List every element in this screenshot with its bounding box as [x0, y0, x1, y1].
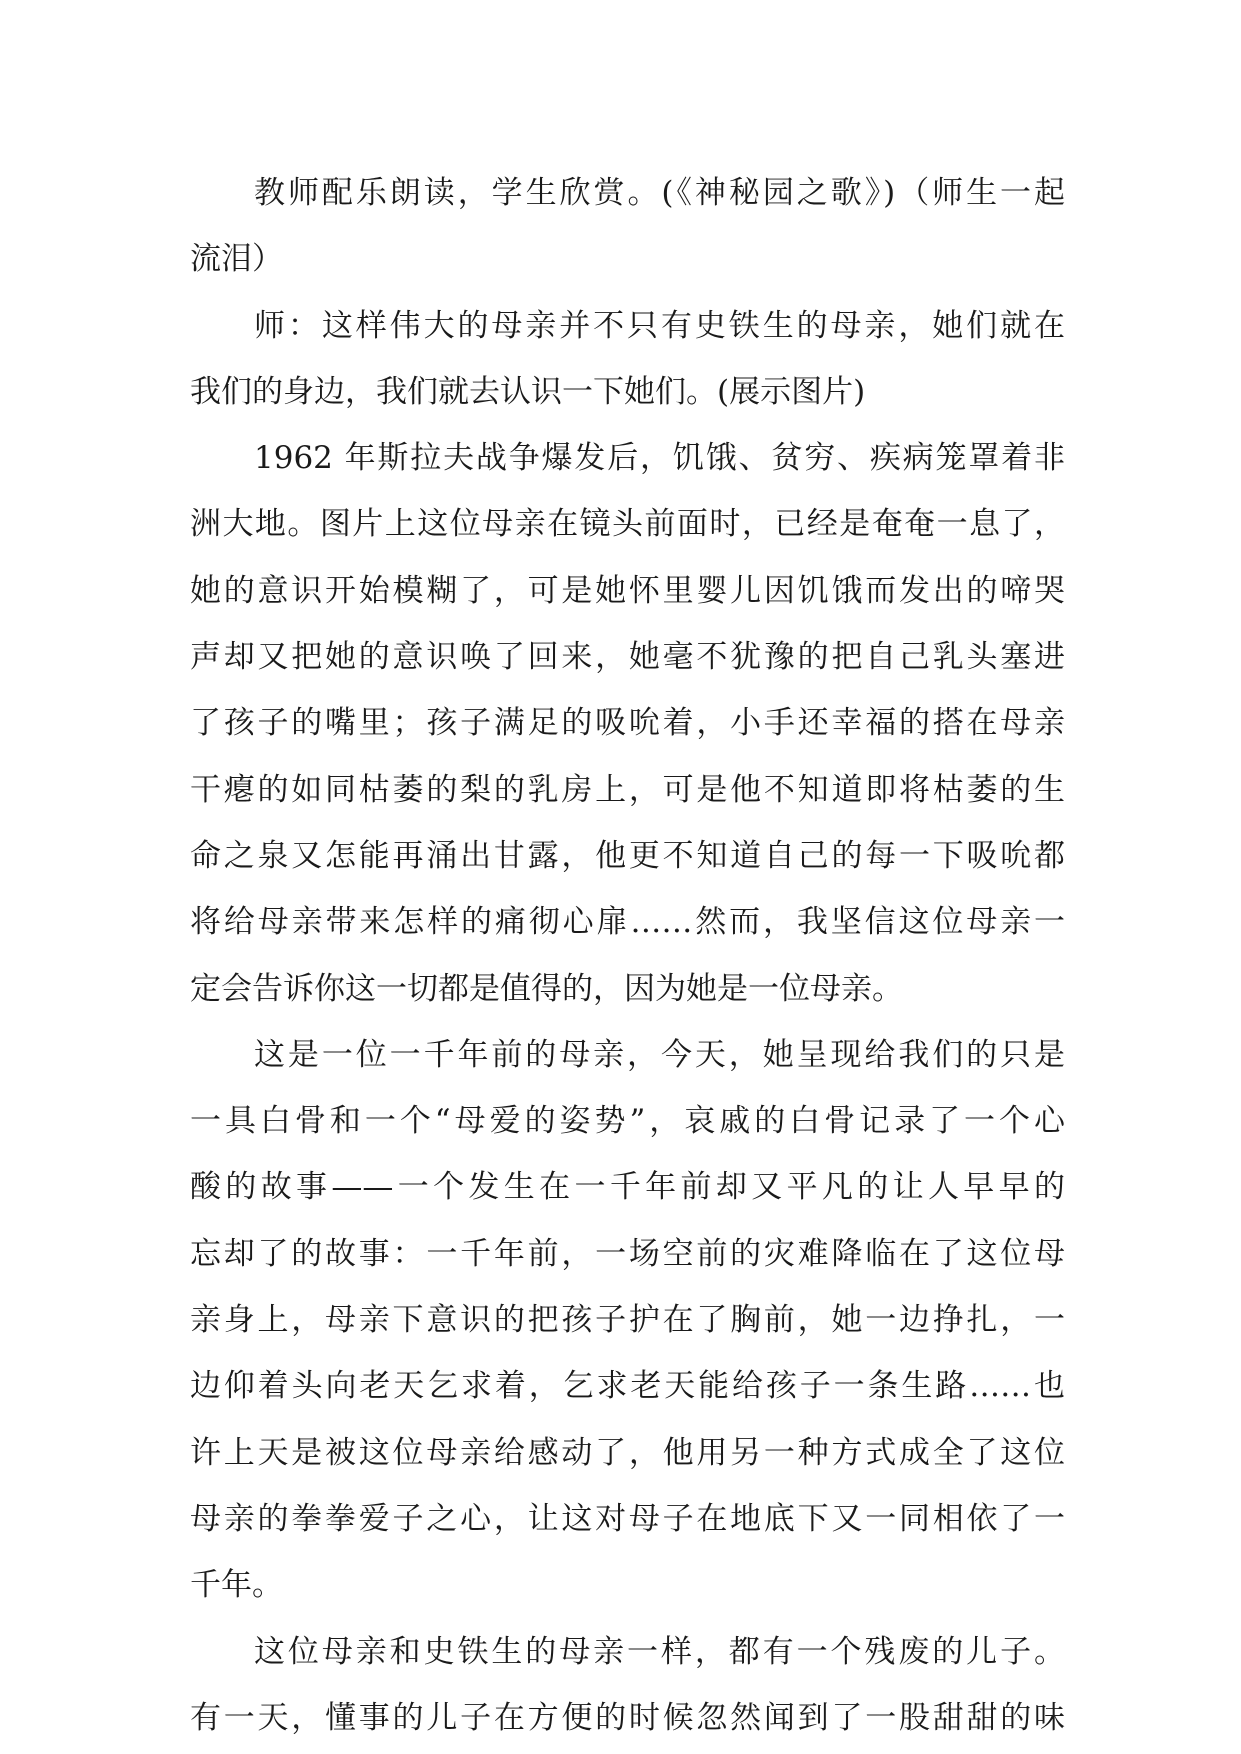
text-line: 母亲的拳拳爱子之心，让这对母子在地底下又一同相依了一 — [190, 1500, 1065, 1537]
text-line: 忘却了的故事：一千年前，一场空前的灾难降临在了这位母 — [190, 1235, 1065, 1272]
text-line: 教师配乐朗读，学生欣赏。(《神秘园之歌》)（师生一起 — [254, 175, 1065, 211]
text-line: 干瘪的如同枯萎的梨的乳房上，可是他不知道即将枯萎的生 — [190, 771, 1065, 808]
text-line: 命之泉又怎能再涌出甘露，他更不知道自己的每一下吸吮都 — [190, 837, 1065, 874]
text-line: 她的意识开始模糊了，可是她怀里婴儿因饥饿而发出的啼哭 — [190, 572, 1065, 609]
text-line: 亲身上，母亲下意识的把孩子护在了胸前，她一边挣扎，一 — [190, 1302, 1065, 1339]
text-line: 师：这样伟大的母亲并不只有史铁生的母亲，她们就在 — [254, 307, 1065, 344]
text-line: 定会告诉你这一切都是值得的，因为她是一位母亲。 — [190, 970, 903, 1007]
text-line: 流泪） — [190, 241, 283, 278]
text-line: 1962 年斯拉夫战争爆发后，饥饿、贫穷、疾病笼罩着非 — [254, 440, 1065, 477]
body-text — [190, 160, 1065, 1751]
text-line: 千年。 — [190, 1567, 283, 1604]
text-line: 一具白骨和一个“母爱的姿势”，哀戚的白骨记录了一个心 — [190, 1103, 1065, 1140]
text-line: 将给母亲带来怎样的痛彻心扉……然而，我坚信这位母亲一 — [190, 904, 1065, 941]
text-line: 这是一位一千年前的母亲，今天，她呈现给我们的只是 — [254, 1036, 1065, 1073]
text-line: 声却又把她的意识唤了回来，她毫不犹豫的把自己乳头塞进 — [190, 639, 1065, 676]
text-line: 边仰着头向老天乞求着，乞求老天能给孩子一条生路……也 — [190, 1368, 1065, 1405]
text-line: 酸的故事——一个发生在一千年前却又平凡的让人早早的 — [190, 1169, 1065, 1206]
text-line: 了孩子的嘴里；孩子满足的吸吮着，小手还幸福的搭在母亲 — [190, 705, 1065, 742]
text-line: 许上天是被这位母亲给感动了，他用另一种方式成全了这位 — [190, 1434, 1065, 1471]
text-line: 洲大地。图片上这位母亲在镜头前面时，已经是奄奄一息了， — [190, 506, 1065, 543]
text-line: 我们的身边，我们就去认识一下她们。(展示图片) — [190, 373, 866, 410]
text-line: 有一天，懂事的儿子在方便的时候忽然闻到了一股甜甜的味 — [190, 1699, 1065, 1736]
text-line: 这位母亲和史铁生的母亲一样，都有一个残废的儿子。 — [254, 1633, 1065, 1670]
